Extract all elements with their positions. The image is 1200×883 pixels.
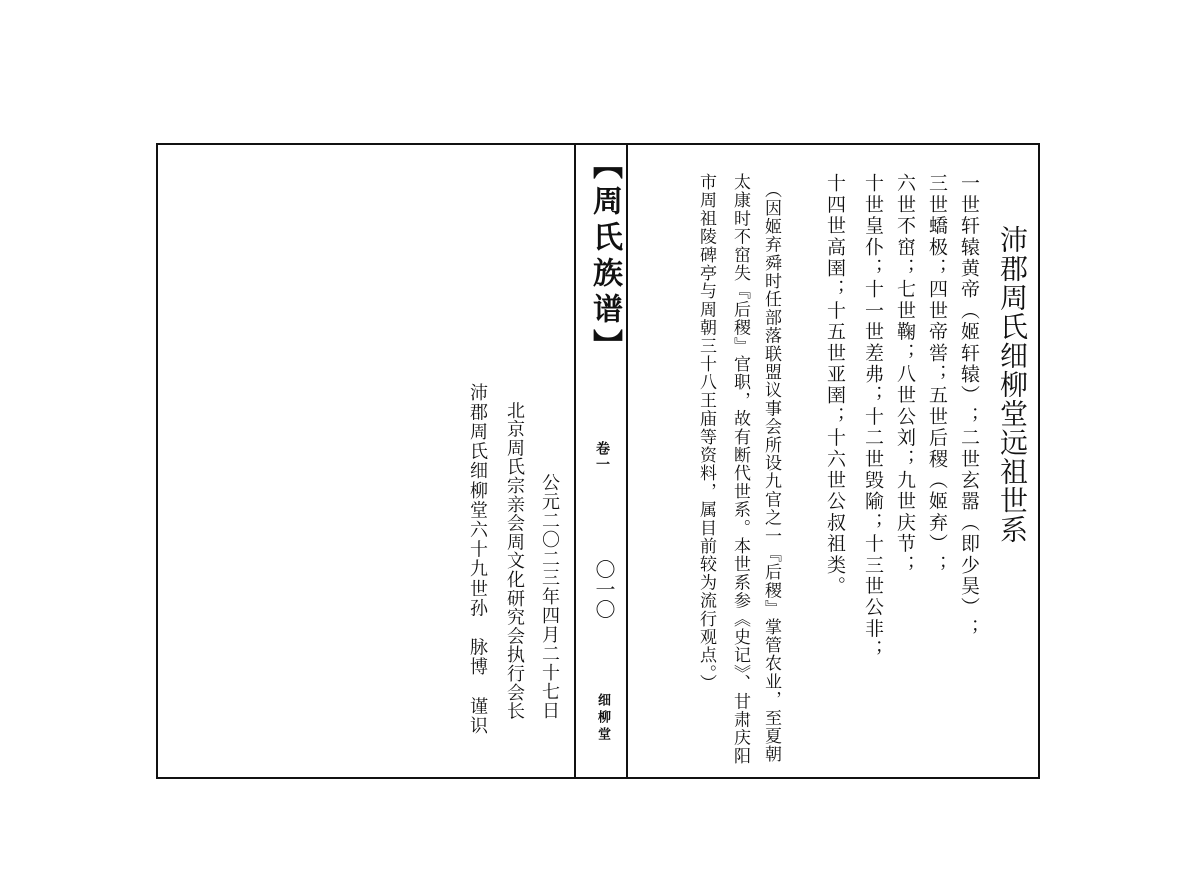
page-number: 〇一〇 [592, 559, 616, 619]
hall-name: 细柳堂 [595, 693, 610, 744]
date-line: 公元二〇二三年四月二十七日 [539, 473, 560, 720]
note-line: （因姬弃舜时任部落联盟议事会所设九官之一『后稷』掌管农业，至夏朝 [761, 181, 781, 764]
page-frame [156, 143, 1040, 779]
generation-line: 十四世高圉；十五世亚圉；十六世公叔祖类。 [824, 173, 846, 597]
generation-line: 一世轩辕黄帝（姬轩辕）；二世玄嚣（即少昊）； [958, 173, 980, 640]
volume-label: 卷一 [594, 441, 610, 473]
generation-line: 三世蟜极；四世帝喾；五世后稷（姬弃）； [926, 173, 948, 576]
book-title: 【周氏族谱】 [587, 149, 622, 365]
generation-line: 六世不窋；七世鞠；八世公刘；九世庆节； [894, 173, 916, 576]
spine-right-line [626, 145, 628, 777]
organization-line: 北京周氏宗亲会周文化研究会执行会长 [504, 401, 525, 721]
author-line: 沛郡周氏细柳堂六十九世孙 脉博 谨识 [467, 383, 488, 736]
genealogy-heading: 沛郡周氏细柳堂远祖世系 [996, 225, 1029, 544]
generation-line: 十世皇仆；十一世差弗；十二世毁隃；十三世公非； [862, 173, 884, 661]
note-line: 太康时不窋失『后稷』官职，故有断代世系。本世系参《史记》、甘肃庆阳 [730, 173, 750, 766]
note-line: 市周祖陵碑亭与周朝三十八王庙等资料，属目前较为流行观点。） [696, 173, 716, 693]
spine-left-line [574, 145, 576, 777]
